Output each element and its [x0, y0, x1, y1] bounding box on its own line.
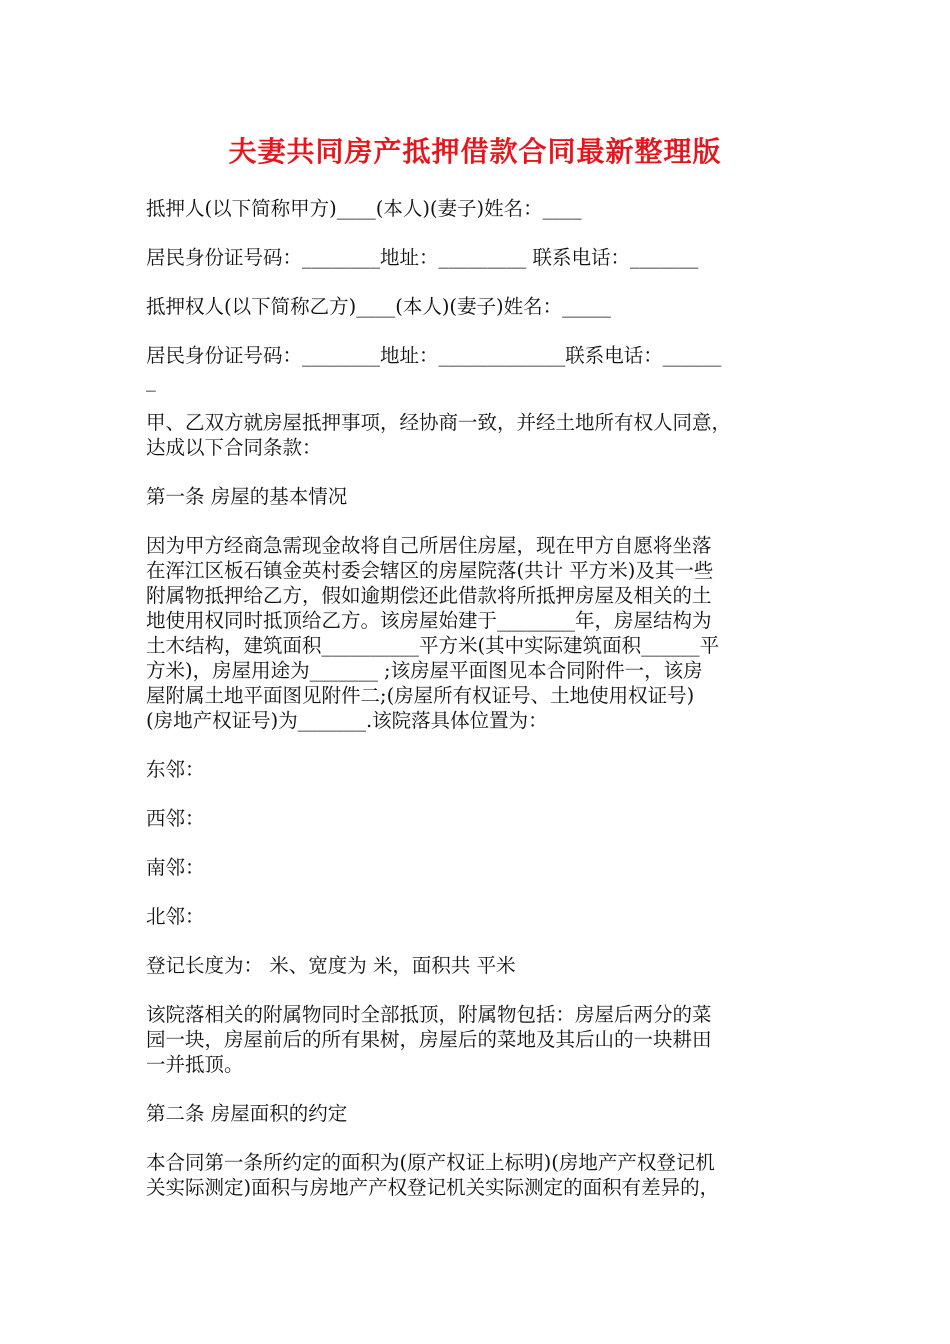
text-line: 本合同第一条所约定的面积为(原产权证上标明)(房地产产权登记机: [146, 1151, 715, 1174]
south-neighbor: [146, 855, 818, 880]
text-line: 关实际测定)面积与房地产产权登记机关实际测定的面积有差异的，: [146, 1176, 720, 1199]
party-b-line: [146, 294, 818, 319]
document-title: 夫妻共同房产抵押借款合同最新整理版: [228, 135, 722, 168]
text-line: 抵押权人(以下简称乙方)____(本人)(妻子)姓名：_____: [146, 295, 611, 318]
text-line: 北邻：: [146, 905, 205, 928]
text-line: 第一条 房屋的基本情况: [146, 485, 348, 508]
text-line: 居民身份证号码：________地址：_________ 联系电话：_______: [146, 246, 699, 269]
text-line: 该院落相关的附属物同时全部抵顶，附属物包括：房屋后两分的菜: [146, 1003, 712, 1026]
registered-dimensions: [146, 953, 818, 978]
east-neighbor: [146, 757, 818, 782]
text-line: 抵押人(以下简称甲方)____(本人)(妻子)姓名：____: [146, 197, 582, 220]
text-line: 东邻：: [146, 758, 205, 781]
text-line: 登记长度为： 米、宽度为 米，面积共 平米: [146, 954, 516, 977]
text-line: 在浑江区板石镇金英村委会辖区的房屋院落(共计 平方米)及其一些: [146, 559, 714, 582]
text-line: (房地产权证号)为_______.该院落具体位置为：: [146, 709, 548, 732]
attachments-paragraph: [146, 1002, 818, 1077]
west-neighbor: [146, 806, 818, 831]
party-a-id-line: [146, 245, 818, 270]
article-1-heading: [146, 484, 818, 509]
text-line: 南邻：: [146, 856, 205, 879]
party-b-id-line: [146, 343, 818, 393]
text-line: 达成以下合同条款：: [146, 436, 322, 459]
document-body: [146, 196, 818, 1224]
agreement-intro: [146, 410, 818, 460]
text-line: 居民身份证号码：________地址：_____________联系电话：______: [146, 344, 722, 367]
text-line: 西邻：: [146, 807, 205, 830]
text-line: 土木结构，建筑面积__________平方米(其中实际建筑面积______平: [146, 634, 720, 657]
text-line: 第二条 房屋面积的约定: [146, 1102, 348, 1125]
text-line: 一并抵顶。: [146, 1053, 244, 1076]
party-a-line: [146, 196, 818, 221]
text-line: 屋附属土地平面图见附件二;(房屋所有权证号、土地使用权证号): [146, 684, 695, 707]
text-line: 园一块，房屋前后的所有果树，房屋后的菜地及其后山的一块耕田: [146, 1028, 712, 1051]
text-line: 附属物抵押给乙方，假如逾期偿还此借款将所抵押房屋及相关的土: [146, 584, 712, 607]
article-2-text: [146, 1150, 818, 1200]
article-2-heading: [146, 1101, 818, 1126]
north-neighbor: [146, 904, 818, 929]
text-line: 地使用权同时抵顶给乙方。该房屋始建于________年，房屋结构为: [146, 609, 712, 632]
text-line: _: [146, 369, 156, 392]
text-line: 方米)，房屋用途为_______ ;该房屋平面图见本合同附件一，该房: [146, 659, 703, 682]
text-line: 因为甲方经商急需现金故将自己所居住房屋，现在甲方自愿将坐落: [146, 534, 712, 557]
article-1-text: [146, 533, 818, 733]
text-line: 甲、乙双方就房屋抵押事项，经协商一致，并经土地所有权人同意，: [146, 411, 732, 434]
